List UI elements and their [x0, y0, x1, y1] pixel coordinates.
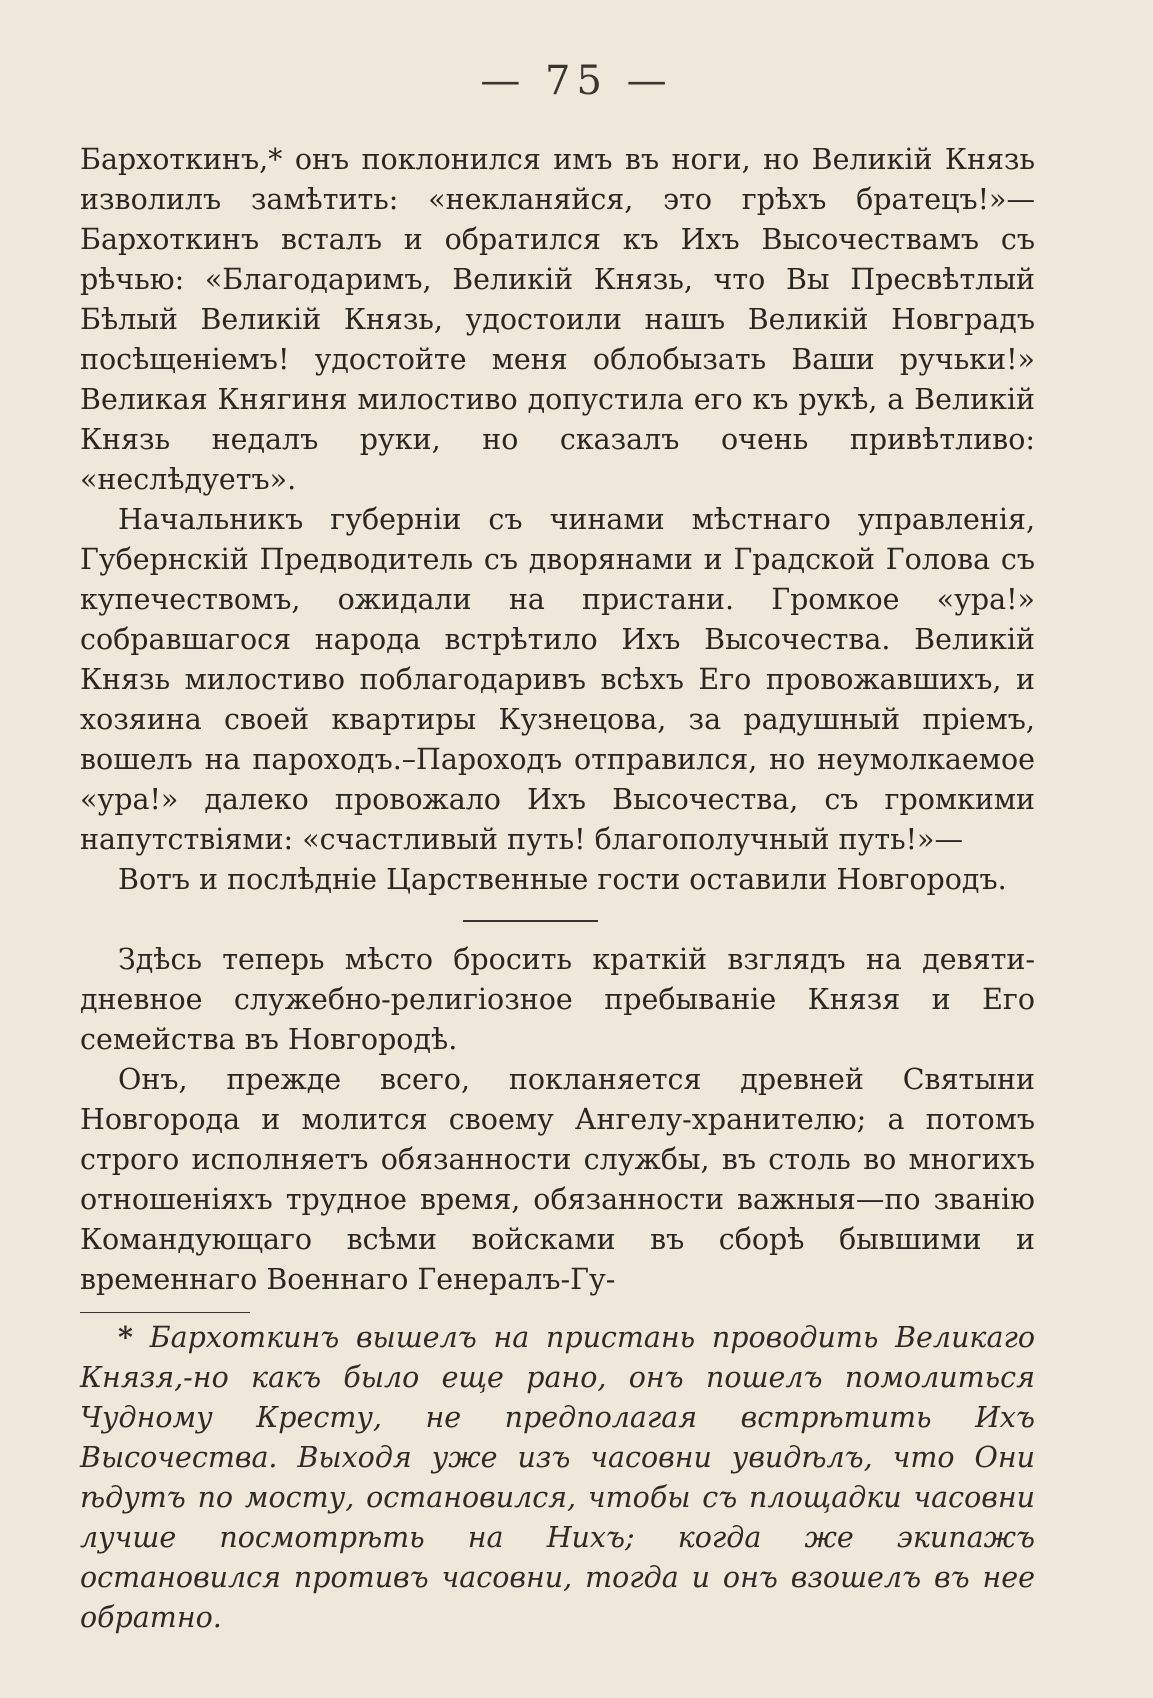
- section-separator: [463, 920, 598, 922]
- footnote-rule: [80, 1312, 250, 1313]
- footnote-mark: *: [118, 1320, 133, 1354]
- page-body: [80, 140, 1035, 1638]
- paragraph-continued: Бархоткинъ,* онъ поклонился имъ въ ноги, но Великій Князь изволилъ замѣтить: «некланяйся, это грѣхъ братецъ!»—Бархоткинъ всталъ и обратился къ Ихъ Высочествамъ съ рѣчью: «Благодаримъ, Великій Князь, что Вы Пресвѣтлый Бѣлый Великій Князь, удостоили нашъ Великій Новградъ посѣщеніемъ! удостойте меня облобызать Ваши ручьки!» Великая Княгиня милостиво допустила его къ рукѣ, а Великій Князь недалъ руки, но сказалъ очень привѣтливо: «неслѣдуетъ».: [80, 143, 1035, 496]
- footnote: [80, 1317, 1035, 1638]
- paragraph: Вотъ и послѣдніе Царственные гости оставили Новгородъ.: [118, 863, 1007, 896]
- paragraph: Здѣсь теперь мѣсто бросить краткій взглядъ на девяти-дневное служебно-религіозное пребываніе Князя и Его семейства въ Новгородѣ.: [80, 943, 1035, 1056]
- page-number: — 75 —: [480, 58, 673, 104]
- paragraph: Онъ, прежде всего, покланяется древней Святыни Новгорода и молится своему Ангелу-хранителю; а потомъ строго исполняетъ обязанности службы, въ столь во многихъ отношеніяхъ трудное время, обязанности важныя—по званію Командующаго всѣми войсками въ сборѣ бывшими и временнаго Военнаго Генералъ-Гу-: [80, 1063, 1035, 1296]
- paragraph: Начальникъ губерніи съ чинами мѣстнаго управленія, Губернскій Предводитель съ дворянами и Градской Голова съ купечествомъ, ожидали на пристани. Громкое «ура!» собравшагося народа встрѣтило Ихъ Высочества. Великій Князь милостиво поблагодаривъ всѣхъ Его провожавшихъ, и хозяина своей квартиры Кузнецова, за радушный пріемъ, вошелъ на пароходъ.–Пароходъ отправился, но неумолкаемое «ура!» далеко провожало Ихъ Высочества, съ громкими напутствіями: «счастливый путь! благополучный путь!»—: [80, 503, 1035, 856]
- footnote-text: Бархоткинъ вышелъ на пристань проводить Великаго Князя,-но какъ было еще рано, онъ пошелъ помолиться Чудному Кресту, не предполагая встрѣтить Ихъ Высочества. Выходя уже изъ часовни увидѣлъ, что Они ѣдутъ по мосту, остановился, чтобы съ площадки часовни лучше посмотрѣть на Нихъ; когда же экипажъ остановился противъ часовни, тогда и онъ взошелъ въ нее обратно.: [80, 1321, 1035, 1634]
